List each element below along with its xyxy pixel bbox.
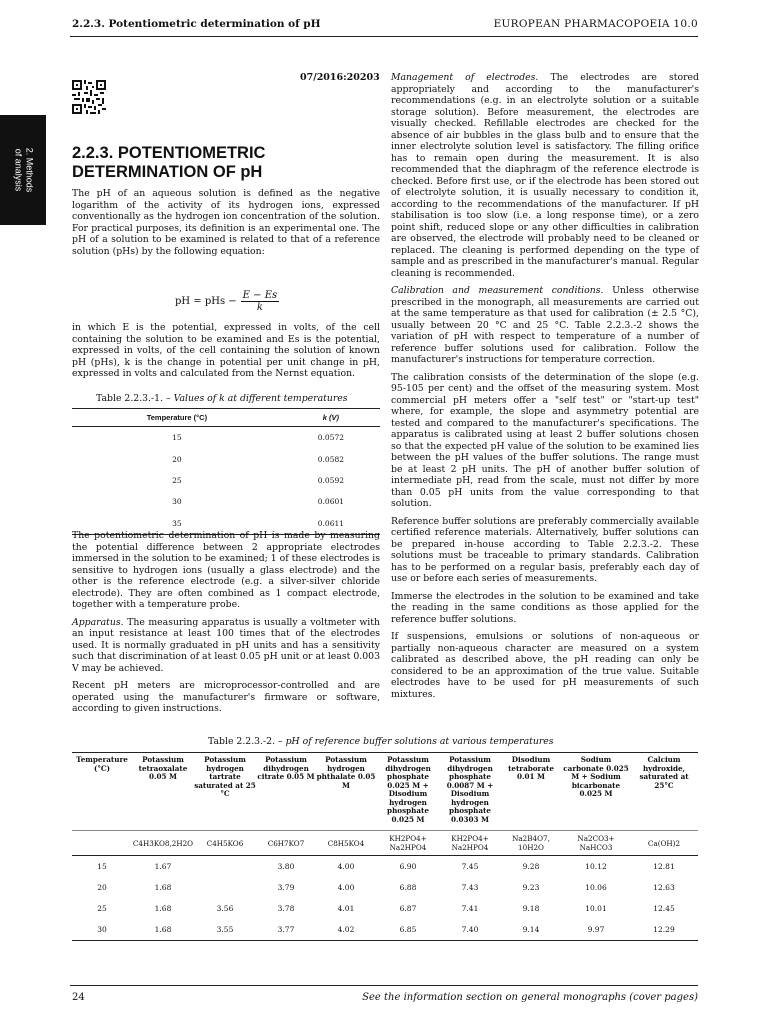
t2-cell: 12.45 (653, 904, 675, 913)
table2-caption-title: pH of reference buffer solutions at various temperatures (285, 736, 554, 747)
t2-cell: 4.01 (337, 904, 355, 913)
t2-header-buffer: Potassium dihydrogen phosphate 0.025 M + Disodium hydrogen phosphate 0.025 M (376, 753, 440, 831)
table-row (72, 919, 698, 941)
left-intro-paragraph (72, 188, 380, 263)
calibration-slope-paragraph: The calibration consists of the determination of the slope (e.g. 95-105 per cent) and the offset of the measuring system. Most commercial pH meters offer a "self test" or "start-up test" where, for example, the slope and asymmetry potential are tested and compared to the manufacturer's specifications. The apparatus is calibrated using at least 2 buffer solutions chosen so that the expected pH value of the solution to be examined lies between the pH values of the buffer solutions. The range must be at least 2 pH units. The pH of another buffer solution of intermediate pH, read from the scale, must not differ by more than 0.05 pH units from the value corresponding to that solution. (391, 371, 699, 509)
formula-row (72, 831, 698, 856)
reference-buffer-paragraph: Reference buffer solutions are preferably commercially available certified reference materials. Alternatively, buffer solutions can be prepared in-house according to Table 2.2.3.-2. These solutions must be traceable to primary standards. Calibration has to be performed on a regular basis, preferably each day of use or before each series of measurements. (391, 515, 699, 584)
table-row (72, 877, 698, 898)
running-header-title: 2.2.3. Potentiometric determination of pH (72, 18, 321, 30)
t2-header-buffer: Potassium dihydrogen citrate 0.05 M (256, 753, 316, 831)
t2-formula: Na2CO3+ NaHCO3 (562, 831, 630, 856)
t2-cell: 12.63 (653, 883, 675, 892)
t2-cell (194, 856, 256, 878)
recent-meters-paragraph: Recent pH meters are microprocessor-controlled and are operated using the manufacturer's firmware or software, according to given instructions. (72, 680, 380, 714)
t2-formula: KH2PO4+ Na2HPO4 (440, 831, 500, 856)
t2-header-buffer: Potassium hydrogen phthalate 0.05 M (316, 753, 376, 831)
t2-cell: 6.85 (376, 919, 440, 941)
suspensions-paragraph: If suspensions, emulsions or solutions of non-aqueous or partially non-aqueous character are measured on a system calibrated as described above, the pH reading can only be considered to be an approximation of the true value. Suitable electrodes have to be used for pH measurements of such mixtures. (391, 631, 699, 700)
t2-cell: 7.40 (440, 919, 500, 941)
t2-cell: 25 (97, 904, 107, 913)
t1-cell: 0.0592 (317, 475, 345, 485)
nernst-equation (175, 290, 279, 313)
t2-formula: C6H7KO7 (256, 831, 316, 856)
t2-cell: 3.55 (194, 919, 256, 941)
t2-cell (194, 877, 256, 898)
t2-cell: 4.00 (337, 883, 355, 892)
t2-header-buffer: Potassium tetraoxalate 0.05 M (132, 753, 194, 831)
t2-formula: C4H3KO8,2H2O (132, 831, 194, 856)
t2-cell: 9.14 (500, 919, 562, 941)
t2-cell: 7.43 (461, 883, 479, 892)
t2-cell: 9.18 (522, 904, 540, 913)
t1-cell: 30 (172, 497, 182, 507)
intro-text: The pH of an aqueous solution is defined as the negative logarithm of the activity of its hydrogen ions, expressed conventionally as the hydrogen ion concentration of the solution. For practical purposes, its definition is an experimental one. The pH of a solution to be examined is related to that of a reference solution (pHs) by the following equation: (72, 188, 380, 257)
t2-header-buffer: Disodium tetraborate 0.01 M (500, 753, 562, 831)
t2-cell: 10.12 (585, 862, 607, 871)
t2-cell: 15 (97, 862, 107, 871)
equation-explanation (72, 322, 380, 386)
t2-cell: 1.68 (154, 904, 172, 913)
table1-caption-label: Table 2.2.3.-1. – (96, 393, 174, 404)
t2-cell: 6.90 (399, 862, 417, 871)
right-column (391, 72, 699, 706)
section-side-tab (0, 115, 46, 225)
t2-cell: 7.41 (461, 904, 479, 913)
immerse-paragraph: Immerse the electrodes in the solution to be examined and take the reading in the same conditions as those applied for the reference buffer solutions. (391, 590, 699, 625)
t2-cell: 10.01 (585, 904, 607, 913)
left-lower-paragraphs (72, 530, 380, 721)
t2-cell: 6.88 (399, 883, 417, 892)
table1-caption-title: Values of k at different temperatures (173, 393, 348, 404)
t2-cell: 1.67 (154, 862, 172, 871)
t1-cell: 35 (72, 513, 282, 535)
t2-cell: 12.29 (630, 919, 698, 941)
t2-cell: 3.80 (277, 862, 295, 871)
t1-cell: 0.0611 (282, 513, 380, 535)
t2-formula: Ca(OH)2 (630, 831, 698, 856)
running-header-publication: EUROPEAN PHARMACOPOEIA 10.0 (493, 18, 698, 30)
t2-cell: 4.00 (337, 862, 355, 871)
t2-cell: 9.28 (522, 862, 540, 871)
table-row (72, 470, 380, 491)
t2-header-buffer: Potassium hydrogen tartrate saturated at 25 °C (194, 753, 256, 831)
t2-cell: 3.78 (277, 904, 295, 913)
t1-cell: 0.0572 (317, 433, 345, 443)
equation-fraction (241, 290, 279, 313)
t1-cell: 0.0582 (317, 454, 345, 464)
reference-buffer-table (72, 752, 698, 941)
t2-formula: C4H5KO6 (194, 831, 256, 856)
table-row (72, 448, 380, 469)
calibration-heading: Calibration and measurement conditions. (391, 285, 604, 296)
t2-cell: 7.45 (461, 862, 479, 871)
t2-cell: 1.68 (154, 883, 172, 892)
electrodes-text: The electrodes are stored appropriately and according to the manufacturer's recommendations (e.g. in an electrolyte solution or a suitable storage solution). Before measurement, the electrodes are visually checked. Refillable electrodes are checked for the absence of air bubbles in the glass bulb and to ensure that the inner electrolyte solution level is satisfactory. The filling orifice has to remain open during the measurement. It is also recommended that the diaphragm of the reference electrode is checked. Before first use, or if the electrode has been stored out of electrolyte solution, it is usually necessary to condition it, according to the recommendations of the manufacturer. If pH stabilisation is too slow (i.e. a long response time), or a zero point shift, reduced slope or any other difficulties in calibration are observed, the electrode will probably need to be cleaned or replaced. The cleaning is performed depending on the type of sample and as prescribed in the manufacturer's manual. Regular cleaning is recommended. (391, 72, 699, 279)
t1-cell: 0.0601 (317, 497, 345, 507)
t2-cell: 3.79 (277, 883, 295, 892)
t2-formula (72, 831, 132, 856)
t2-cell: 3.56 (216, 904, 234, 913)
table2-caption-label: Table 2.2.3.-2. – (208, 736, 286, 747)
table-row (72, 898, 698, 919)
t2-formula: KH2PO4+ Na2HPO4 (376, 831, 440, 856)
side-tab-label: 2. Methods of analysis (13, 147, 34, 193)
apparatus-text: The measuring apparatus is usually a voltmeter with an input resistance at least 100 times that of the electrodes used. It is normally graduated in pH units and has a sensitivity such that discrimination of at least 0.05 pH unit or at least 0.003 V may be achieved. (72, 616, 380, 674)
t2-formula: C8H5KO4 (316, 831, 376, 856)
t2-header-temperature: Temperature (°C) (72, 753, 132, 831)
apparatus-paragraph (72, 617, 380, 675)
t2-cell: 12.81 (653, 862, 675, 871)
t2-formula: Na2B4O7, 10H2O (500, 831, 562, 856)
t2-header-buffer: Sodium carbonate 0.025 M + Sodium bicarbonate 0.025 M (562, 753, 630, 831)
t2-cell: 1.68 (132, 919, 194, 941)
t2-header-buffer: Potassium dihydrogen phosphate 0.0087 M + Disodium hydrogen phosphate 0.0303 M (440, 753, 500, 831)
calibration-text: Unless otherwise prescribed in the monograph, all measurements are carried out at the same temperature as that used for calibration (± 2.5 °C), usually between 20 °C and 25 °C. Table 2.2.3.-2 shows the variation of pH with respect to temperature of a number of reference buffer solutions used for calibration. Follow the manufacturer's instructions for temperature correction. (391, 285, 699, 365)
t1-header-k: k (V) (282, 409, 380, 427)
equation-numerator: E − Es (242, 290, 278, 301)
table1-caption (96, 393, 348, 404)
t2-cell: 9.23 (522, 883, 540, 892)
section-title: 2.2.3. POTENTIOMETRIC DETERMINATION OF pH (72, 144, 266, 181)
equation-lhs: pH = pHs − (175, 296, 237, 307)
k-values-table (72, 408, 380, 535)
apparatus-heading: Apparatus. (72, 616, 124, 628)
t2-cell: 3.77 (256, 919, 316, 941)
where-text: in which E is the potential, expressed in volts, of the cell containing the solution to be examined and Es is the potential, expressed in volts, of the cell containing the solution of known pH (pHs), k is the change in potential per unit change in pH, expressed in volts and calculated from the Nernst equation. (72, 322, 380, 379)
electrodes-paragraph (391, 72, 699, 279)
table-row (72, 427, 380, 449)
table-row (72, 491, 380, 512)
t2-header-buffer: Calcium hydroxide, saturated at 25°C (630, 753, 698, 831)
t2-cell: 4.02 (316, 919, 376, 941)
t2-cell: 20 (97, 883, 107, 892)
t1-cell: 25 (172, 475, 182, 485)
t2-cell: 9.97 (562, 919, 630, 941)
measurement-paragraph: The potentiometric determination of pH is made by measuring the potential difference between 2 appropriate electrodes immersed in the solution to be examined; 1 of these electrodes is sensitive to hydrogen ions (usually a glass electrode) and the other is the reference electrode (e.g. a silver-silver chloride electrode). They are often combined as 1 compact electrode, together with a temperature probe. (72, 530, 380, 610)
page-number: 24 (72, 992, 85, 1003)
header-rule (70, 36, 698, 37)
t1-header-temperature: Temperature (°C) (72, 409, 282, 427)
t1-cell: 15 (172, 433, 182, 443)
calibration-conditions-paragraph (391, 285, 699, 366)
t1-cell: 20 (172, 454, 182, 464)
table2-caption (208, 736, 554, 747)
table-row (72, 856, 698, 878)
t2-cell: 6.87 (399, 904, 417, 913)
document-identifier: 07/2016:20203 (300, 72, 380, 83)
electrodes-heading: Management of electrodes. (391, 72, 539, 83)
t2-cell: 30 (72, 919, 132, 941)
t2-cell: 10.06 (585, 883, 607, 892)
equation-denominator: k (256, 302, 263, 313)
footer-note: See the information section on general monographs (cover pages) (362, 992, 698, 1003)
qr-code-icon (72, 80, 106, 114)
footer-rule (70, 985, 698, 986)
